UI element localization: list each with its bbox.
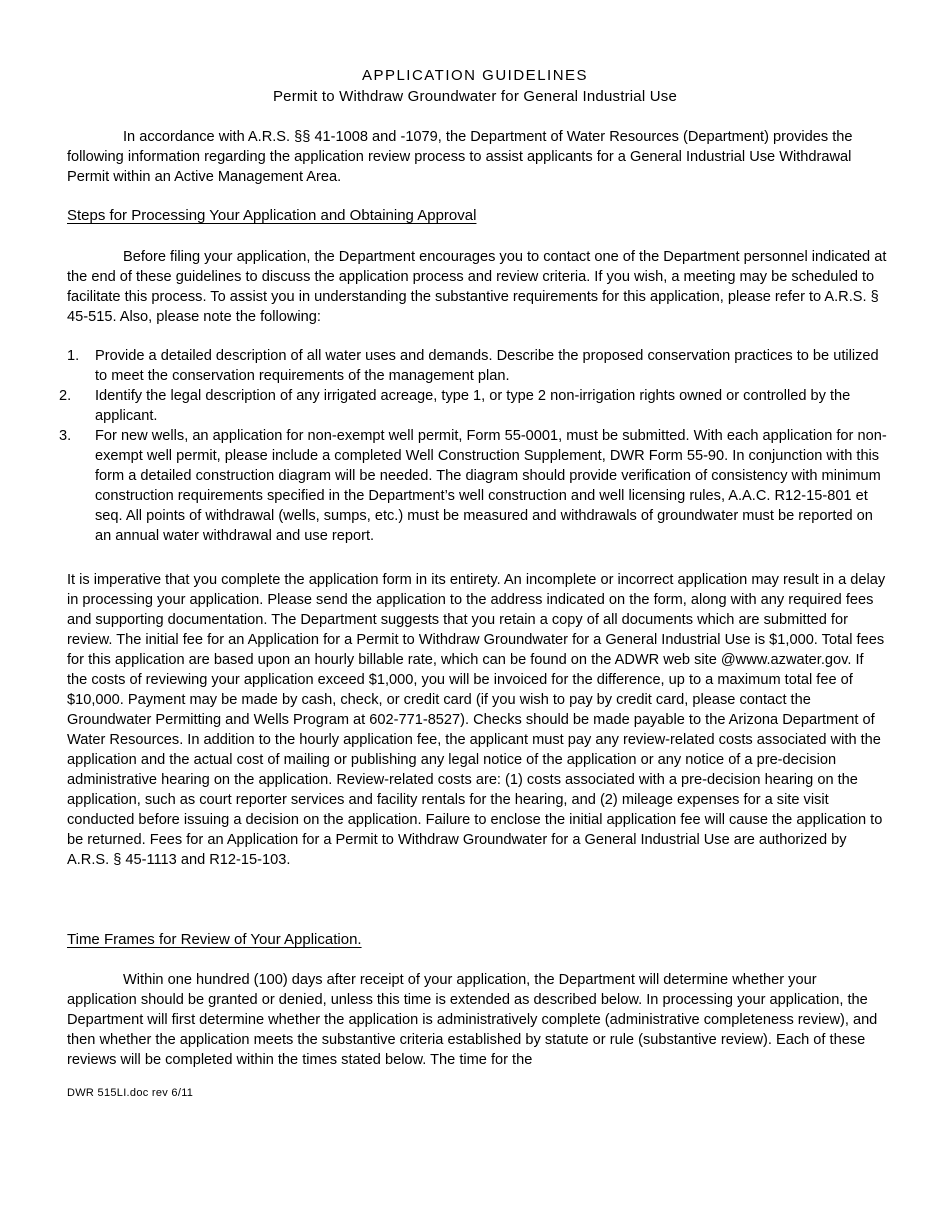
timeframes-paragraph bbox=[67, 970, 887, 1070]
list-item-text: Identify the legal description of any irrigated acreage, type 1, or type 2 non-irrigation rights owned or controlled by the applicant. bbox=[95, 388, 851, 424]
list-item-number: 1. bbox=[67, 348, 80, 364]
requirements-list bbox=[59, 346, 887, 546]
list-item bbox=[67, 346, 887, 386]
list-item-number: 3. bbox=[59, 428, 72, 444]
document-title: APPLICATION GUIDELINES bbox=[361, 67, 589, 84]
list-item-text: For new wells, an application for non-exempt well permit, Form 55-0001, must be submitted. With each application for non-exempt well permit, please include a completed Well Construction Supplement, DWR Form 55-90. In conjunction with this form a detailed construction diagram will be needed. The diagram should provide verification of consistency with minimum construction requirements specified in the Department’s well construction and well licensing rules, A.A.C. R12-15-801 et seq. All points of withdrawal (wells, sumps, etc.) must be measured and withdrawals of groundwater must be reported on an annual water withdrawal and use report. bbox=[95, 428, 887, 544]
list-item-text: Provide a detailed description of all water uses and demands. Describe the proposed conservation practices to be utilized to meet the conservation requirements of the management plan. bbox=[95, 348, 879, 384]
fees-paragraph: It is imperative that you complete the application form in its entirety. An incomplete or incorrect application may result in a delay in processing your application. Please send the application to the address indicated on the form, along with any required fees and supporting documentation. The Department suggests that you retain a copy of all documents which are submitted for review. The initial fee for an Application for a Permit to Withdraw Groundwater for a General Industrial Use is $1,000. Total fees for this application are based upon an hourly billable rate, which can be found on the ADWR web site @www.azwater.gov. If the costs of reviewing your application exceed $1,000, you will be invoiced for the difference, up to a maximum total fee of $10,000. Payment may be made by cash, check, or credit card (if you wish to pay by credit card, please contact the Groundwater Permitting and Wells Program at 602-771-8527). Checks should be made payable to the Arizona Department of Water Resources. In addition to the hourly application fee, the applicant must pay any review-related costs associated with the application and the actual cost of mailing or publishing any legal notice of the application or any notice of a pre-decision administrative hearing on the application. Review-related costs are: (1) costs associated with a pre-decision hearing on the application, such as court reporter services and facility rentals for the hearing, and (2) mileage expenses for a site visit conducted before issuing a decision on the application. Failure to enclose the initial application fee will cause the application to be returned. Fees for an Application for a Permit to Withdraw Groundwater for a General Industrial Use are authorized by A.R.S. § 45-1113 and R12-15-103. bbox=[67, 572, 886, 868]
document-footer: DWR 515LI.doc rev 6/11 bbox=[67, 1087, 194, 1099]
timeframes-text: Within one hundred (100) days after receipt of your application, the Department will determine whether your application should be granted or denied, unless this time is extended as described below. In processing your application, the Department will first determine whether the application is administratively complete (administrative completeness review), and then whether the application meets the substantive criteria established by statute or rule (substantive review). Each of these reviews will be completed within the times stated below. The time for the bbox=[67, 972, 878, 1068]
intro-paragraph bbox=[67, 127, 887, 187]
list-item bbox=[59, 426, 887, 546]
list-item bbox=[59, 386, 887, 426]
list-item-number: 2. bbox=[59, 388, 72, 404]
document-subtitle: Permit to Withdraw Groundwater for General Industrial Use bbox=[272, 88, 678, 105]
intro-text: In accordance with A.R.S. §§ 41-1008 and -1079, the Department of Water Resources (Department) provides the following information regarding the application review process to assist applicants for a General Industrial Use Withdrawal Permit within an Active Management Area. bbox=[67, 129, 853, 185]
steps-text: Before filing your application, the Department encourages you to contact one of the Department personnel indicated at the end of these guidelines to discuss the application process and review criteria. If you wish, a meeting may be scheduled to facilitate this process. To assist you in understanding the substantive requirements for this application, please refer to A.R.S. § 45-515. Also, please note the following: bbox=[67, 249, 887, 325]
steps-paragraph bbox=[67, 247, 887, 327]
section-heading-steps: Steps for Processing Your Application and Obtaining Approval bbox=[67, 207, 477, 224]
section-heading-timeframes: Time Frames for Review of Your Application. bbox=[67, 931, 362, 948]
